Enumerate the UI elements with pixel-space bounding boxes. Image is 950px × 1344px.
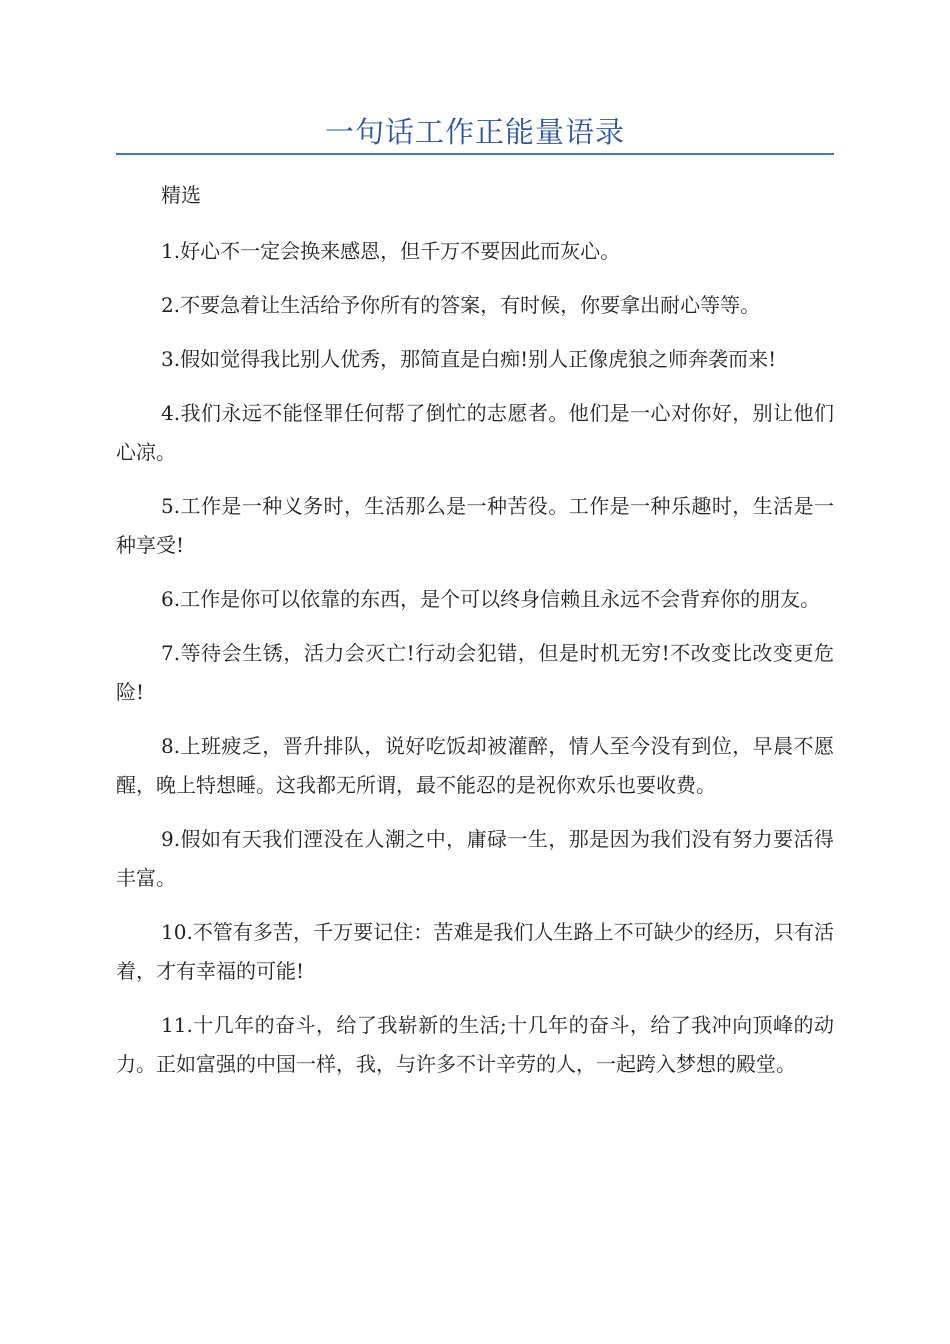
quote-paragraph-9: 9.假如有天我们湮没在人潮之中，庸碌一生，那是因为我们没有努力要活得丰富。 xyxy=(116,827,834,890)
quote-paragraph-1: 1.好心不一定会换来感恩，但千万不要因此而灰心。 xyxy=(161,239,621,263)
quote-paragraph-8: 8.上班疲乏，晋升排队，说好吃饭却被灌醉，情人至今没有到位，早晨不愿醒，晚上特想睡。这我都无所谓，最不能忍的是祝你欢乐也要收费。 xyxy=(116,734,834,797)
quote-paragraph-5: 5.工作是一种义务时，生活那么是一种苦役。工作是一种乐趣时，生活是一种享受! xyxy=(116,494,834,557)
title-underline xyxy=(116,153,834,155)
quote-paragraph-7: 7.等待会生锈，活力会灭亡!行动会犯错，但是时机无穷!不改变比改变更危险! xyxy=(116,641,834,704)
page-title: 一句话工作正能量语录 xyxy=(324,115,625,149)
quote-paragraph-11: 11.十几年的奋斗，给了我崭新的生活;十几年的奋斗，给了我冲向顶峰的动力。正如富强的中国一样，我，与许多不计辛劳的人，一起跨入梦想的殿堂。 xyxy=(116,1013,834,1076)
quote-paragraph-6: 6.工作是你可以依靠的东西，是个可以终身信赖且永远不会背弃你的朋友。 xyxy=(161,587,821,611)
quote-paragraph-3: 3.假如觉得我比别人优秀，那简直是白痴!别人正像虎狼之师奔袭而来! xyxy=(161,347,777,371)
quote-paragraph-4: 4.我们永远不能怪罪任何帮了倒忙的志愿者。他们是一心对你好，别让他们心凉。 xyxy=(116,401,834,464)
intro-text: 精选 xyxy=(161,183,201,207)
quote-paragraph-2: 2.不要急着让生活给予你所有的答案，有时候，你要拿出耐心等等。 xyxy=(161,293,761,317)
quote-paragraph-10: 10.不管有多苦，千万要记住：苦难是我们人生路上不可缺少的经历，只有活着，才有幸福的可能! xyxy=(116,920,834,983)
document-body xyxy=(116,176,834,1099)
